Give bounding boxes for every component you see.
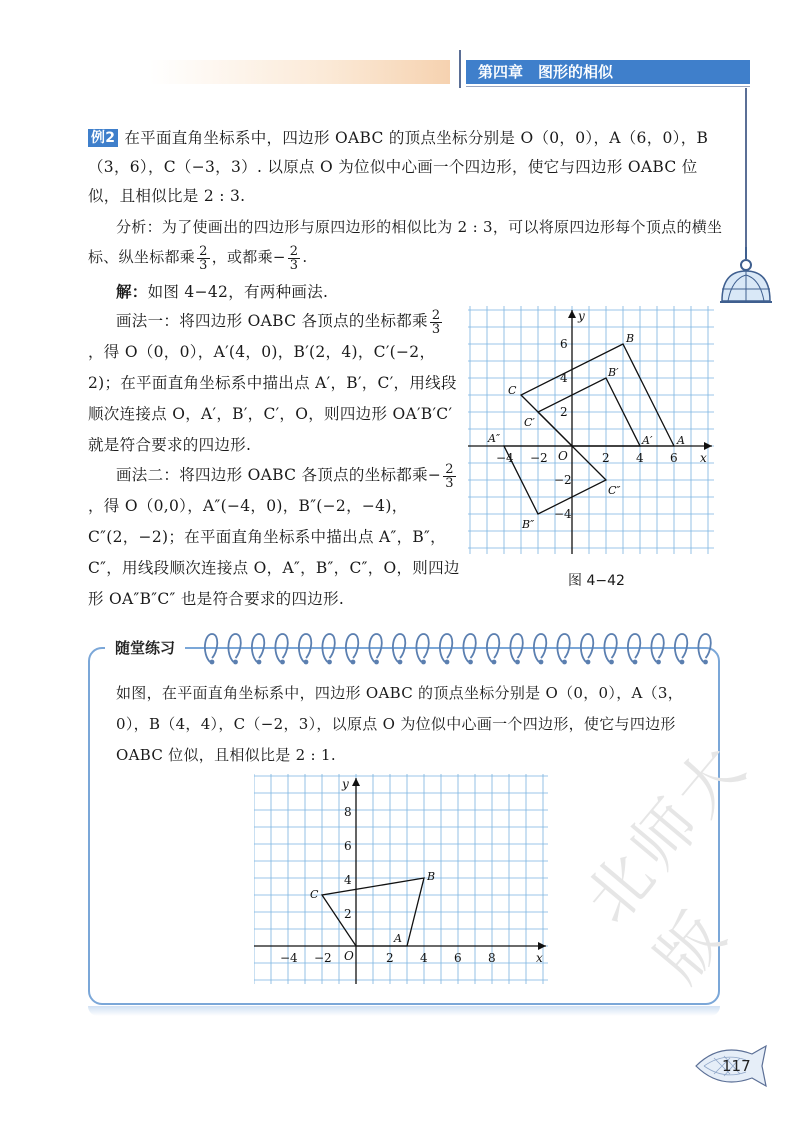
figure-4-42 <box>468 306 716 556</box>
example-problem <box>88 124 728 211</box>
spiral-ring <box>557 634 569 662</box>
point-label-a1: A′ <box>642 434 653 447</box>
spiral-hole <box>398 660 403 665</box>
spiral-hole <box>515 660 520 665</box>
side-line <box>745 88 747 248</box>
practice-x-tick-neg4: −4 <box>280 951 298 965</box>
method-one-text-b: ，得 O（0，0），A′(4，0)，B′(2，4)，C′(−2，2)；在平面直角坐标系中描出点 A′，B′，C′，用线段顺次连接点 O，A′，B′，C′，O，则四边形 OA′B′C′ 就是符合要求的四边形. <box>88 343 457 454</box>
spiral-ring <box>604 634 616 662</box>
spiral-hole <box>609 660 614 665</box>
spiral-ring <box>534 634 546 662</box>
y-tick-neg4: −4 <box>554 507 572 521</box>
spiral-ring <box>698 634 710 662</box>
practice-y-tick-6: 6 <box>344 839 352 853</box>
spiral-hole <box>233 660 238 665</box>
spiral-ring <box>252 634 264 662</box>
y-tick-neg2: −2 <box>554 473 572 487</box>
practice-x-tick-4: 4 <box>420 951 428 965</box>
practice-y-tick-4: 4 <box>344 873 352 887</box>
spiral-ring <box>510 634 522 662</box>
spiral-hole <box>445 660 450 665</box>
figure-caption: 图 4−42 <box>568 573 625 589</box>
spiral-hole <box>210 660 215 665</box>
point-label-b2: B″ <box>522 518 535 531</box>
x-tick-2: 2 <box>602 451 610 465</box>
practice-grid <box>254 774 548 984</box>
axis-x-label: x <box>700 451 707 465</box>
method-two-text-b: ，得 O（0,0），A″(−4，0)，B″(−2，−4)，C″(2，−2)；在平面直角坐标系中描出点 A″，B″，C″，用线段顺次连接点 O，A″，B″，C″，O，则四边形 OA″B″C″ 也是符合要求的四边形. <box>88 497 460 608</box>
analysis-label: 分析： <box>116 218 162 236</box>
page-number: 117 <box>722 1057 751 1075</box>
solution-label: 解： <box>116 283 148 301</box>
practice-point-label-a: A <box>394 932 402 945</box>
practice-figure <box>254 774 550 986</box>
spiral-ring <box>322 634 334 662</box>
practice-box-shadow <box>88 1006 720 1016</box>
fraction-two-thirds-m1: $\frac{2}{3}$ <box>431 307 441 337</box>
analysis-text-c: . <box>302 248 308 266</box>
point-label-c1: C′ <box>524 416 535 429</box>
spiral-ring <box>581 634 593 662</box>
spiral-ring <box>487 634 499 662</box>
example-statement: 在平面直角坐标系中，四边形 OABC 的顶点坐标分别是 O（0，0），A（6，0），B（3，6），C（−3，3）. 以原点 O 为位似中心画一个四边形，使它与四边形 OABC 位似，且相似比是 2 : 3. <box>88 129 709 205</box>
spiral-hole <box>351 660 356 665</box>
method-two <box>88 460 460 615</box>
spiral-hole <box>586 660 591 665</box>
spiral-ring <box>463 634 475 662</box>
spiral-hole <box>421 660 426 665</box>
origin-label: O <box>558 449 568 463</box>
point-label-b: B <box>626 332 635 345</box>
fraction-two-thirds-m2: $\frac{2}{3}$ <box>445 461 454 491</box>
spiral-ring <box>440 634 452 662</box>
method-one <box>88 306 460 461</box>
practice-x-tick-6: 6 <box>454 951 462 965</box>
point-label-c: C <box>508 384 517 397</box>
spiral-ring <box>228 634 240 662</box>
point-label-a: A <box>677 434 685 447</box>
practice-x-axis-arrow-icon <box>538 942 546 950</box>
point-label-b1: B′ <box>608 366 619 379</box>
spiral-ring <box>205 634 217 662</box>
spiral-hole <box>562 660 567 665</box>
solution-intro <box>116 278 476 307</box>
fraction-two-thirds-neg: $\frac{2}{3}$ <box>289 243 299 273</box>
practice-y-tick-2: 2 <box>344 907 352 921</box>
spiral-hole <box>304 660 309 665</box>
axis-y-label: y <box>578 309 585 323</box>
analysis-text-b: ，或都乘 <box>211 248 273 266</box>
watermark: 北师大版 <box>571 728 764 997</box>
y-tick-2: 2 <box>560 405 568 419</box>
spiral-hole <box>374 660 379 665</box>
analysis-text-a: 为了使画出的四边形与原四边形的相似比为 2 : 3，可以将原四边形每个顶点的横坐标、纵坐标都乘 <box>88 218 723 266</box>
x-tick-6: 6 <box>670 451 678 465</box>
practice-x-tick-neg2: −2 <box>314 951 332 965</box>
solution-intro-text: 如图 4−42，有两种画法. <box>147 283 329 301</box>
practice-point-label-b: B <box>427 870 436 883</box>
practice-question: 如图，在平面直角坐标系中，四边形 OABC 的顶点坐标分别是 O（0，0），A（3，0），B（4，4），C（−2，3），以原点 O 为位似中心画一个四边形，使它与四边形 OABC 位似，且相似比是 2 : 1. <box>116 684 684 764</box>
y-tick-6: 6 <box>560 337 568 351</box>
practice-title: 随堂练习 <box>105 636 185 660</box>
method-two-text-a: 画法二：将四边形 OABC 各顶点的坐标都乘 <box>116 466 428 484</box>
spiral-hole <box>468 660 473 665</box>
y-tick-4: 4 <box>560 371 568 385</box>
spiral-ring <box>651 634 663 662</box>
point-label-a2: A″ <box>488 432 501 445</box>
spiral-ring <box>299 634 311 662</box>
spiral-ring <box>416 634 428 662</box>
y-axis-arrow-icon <box>568 310 576 318</box>
spiral-ring <box>675 634 687 662</box>
spiral-hole <box>280 660 285 665</box>
x-tick-neg4: −4 <box>496 451 514 465</box>
header-divider <box>459 50 461 88</box>
chapter-title: 第四章 图形的相似 <box>466 60 750 84</box>
spiral-hole <box>539 660 544 665</box>
practice-axis-y-label: y <box>342 777 349 791</box>
x-tick-4: 4 <box>636 451 644 465</box>
spiral-hole <box>656 660 661 665</box>
header-rule <box>466 86 750 87</box>
practice-axis-x-label: x <box>536 951 543 965</box>
spiral-hole <box>680 660 685 665</box>
practice-y-axis-arrow-icon <box>352 778 360 786</box>
spiral-ring <box>393 634 405 662</box>
fraction-two-thirds: $\frac{2}{3}$ <box>199 243 208 273</box>
analysis-paragraph <box>88 212 728 272</box>
spiral-hole <box>492 660 497 665</box>
spiral-hole <box>703 660 708 665</box>
header-gradient-band <box>150 60 450 84</box>
practice-x-tick-2: 2 <box>386 951 394 965</box>
example-tag: 例2 <box>88 129 118 147</box>
negative-sign-m2: − <box>427 466 442 484</box>
spiral-hole <box>257 660 262 665</box>
spiral-hole <box>327 660 332 665</box>
method-one-text-a: 画法一：将四边形 OABC 各顶点的坐标都乘 <box>116 312 428 330</box>
x-tick-neg2: −2 <box>530 451 548 465</box>
practice-origin-label: O <box>344 949 354 963</box>
spiral-hole <box>633 660 638 665</box>
spiral-binding-icon <box>200 628 720 668</box>
practice-y-tick-8: 8 <box>344 805 352 819</box>
grid <box>468 306 714 554</box>
negative-sign: − <box>272 248 286 266</box>
spiral-ring <box>628 634 640 662</box>
spiral-ring <box>346 634 358 662</box>
spiral-ring <box>369 634 381 662</box>
practice-x-tick-8: 8 <box>488 951 496 965</box>
spiral-ring <box>275 634 287 662</box>
point-label-c2: C″ <box>608 484 621 497</box>
practice-point-label-c: C <box>310 888 319 901</box>
